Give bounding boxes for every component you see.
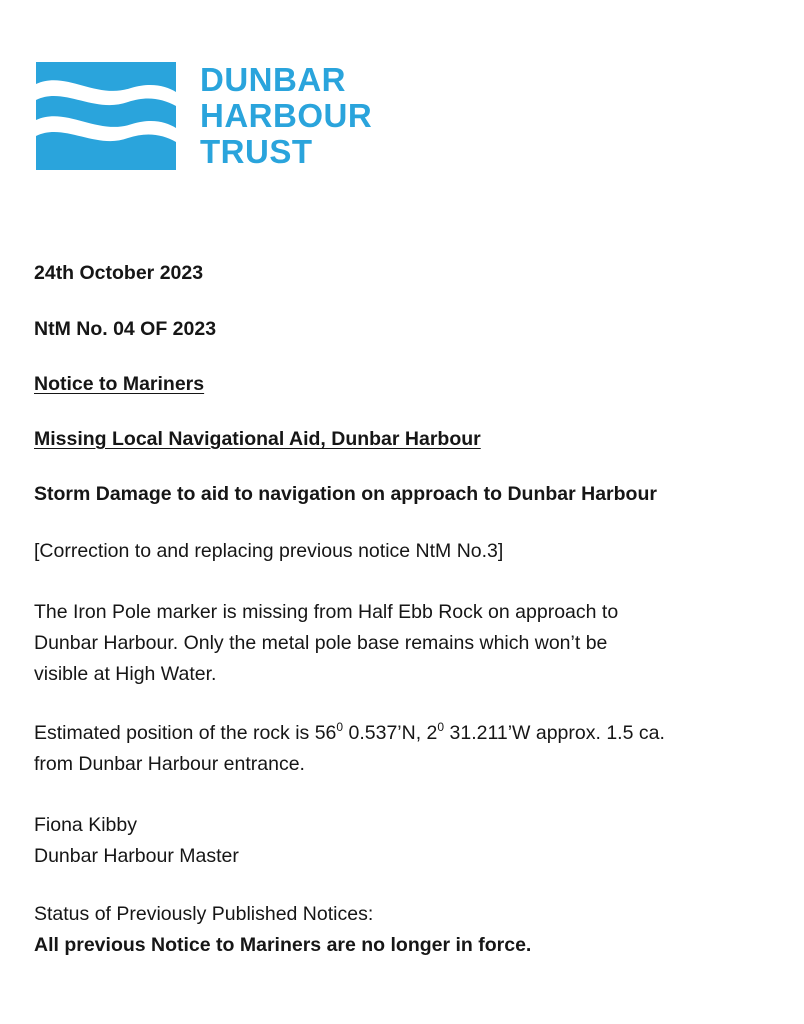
logo-line-dunbar: DUNBAR xyxy=(200,61,346,98)
logo-line-harbour: HARBOUR xyxy=(200,97,373,134)
wave-logo-icon xyxy=(36,62,176,170)
position-line-2: from Dunbar Harbour entrance. xyxy=(34,753,305,775)
position-line xyxy=(34,718,774,749)
longitude-text: 31.211’W approx. 1.5 ca. xyxy=(444,722,665,744)
latitude-text: 0.537’N, 2 xyxy=(343,722,438,744)
status-block xyxy=(34,899,774,961)
body-line: visible at High Water. xyxy=(34,663,217,685)
notice-number: NtM No. 04 OF 2023 xyxy=(34,318,217,340)
notice-heading: Notice to Mariners xyxy=(34,373,205,395)
status-statement: All previous Notice to Mariners are no longer in force. xyxy=(34,934,532,956)
notice-summary: Storm Damage to aid to navigation on approach to Dunbar Harbour xyxy=(34,483,657,505)
degree-mark: 0 xyxy=(437,720,445,734)
body-line: Dunbar Harbour. Only the metal pole base remains which won’t be xyxy=(34,632,608,654)
status-label: Status of Previously Published Notices: xyxy=(34,903,374,925)
signatory-title: Dunbar Harbour Master xyxy=(34,845,239,867)
logo-wordmark xyxy=(200,62,372,170)
body-line: The Iron Pole marker is missing from Half Ebb Rock on approach to xyxy=(34,601,619,623)
signature-block xyxy=(34,810,774,872)
position-prefix: Estimated position of the rock is 56 xyxy=(34,722,337,744)
degree-mark: 0 xyxy=(336,720,344,734)
logo-line-trust: TRUST xyxy=(200,133,313,170)
position-paragraph xyxy=(34,718,774,780)
dunbar-harbour-trust-logo xyxy=(36,62,406,174)
signatory-name: Fiona Kibby xyxy=(34,814,137,836)
notice-body xyxy=(34,597,774,690)
notice-date: 24th October 2023 xyxy=(34,262,204,284)
correction-note: [Correction to and replacing previous notice NtM No.3] xyxy=(34,540,504,562)
notice-subheading: Missing Local Navigational Aid, Dunbar Harbour xyxy=(34,428,481,450)
